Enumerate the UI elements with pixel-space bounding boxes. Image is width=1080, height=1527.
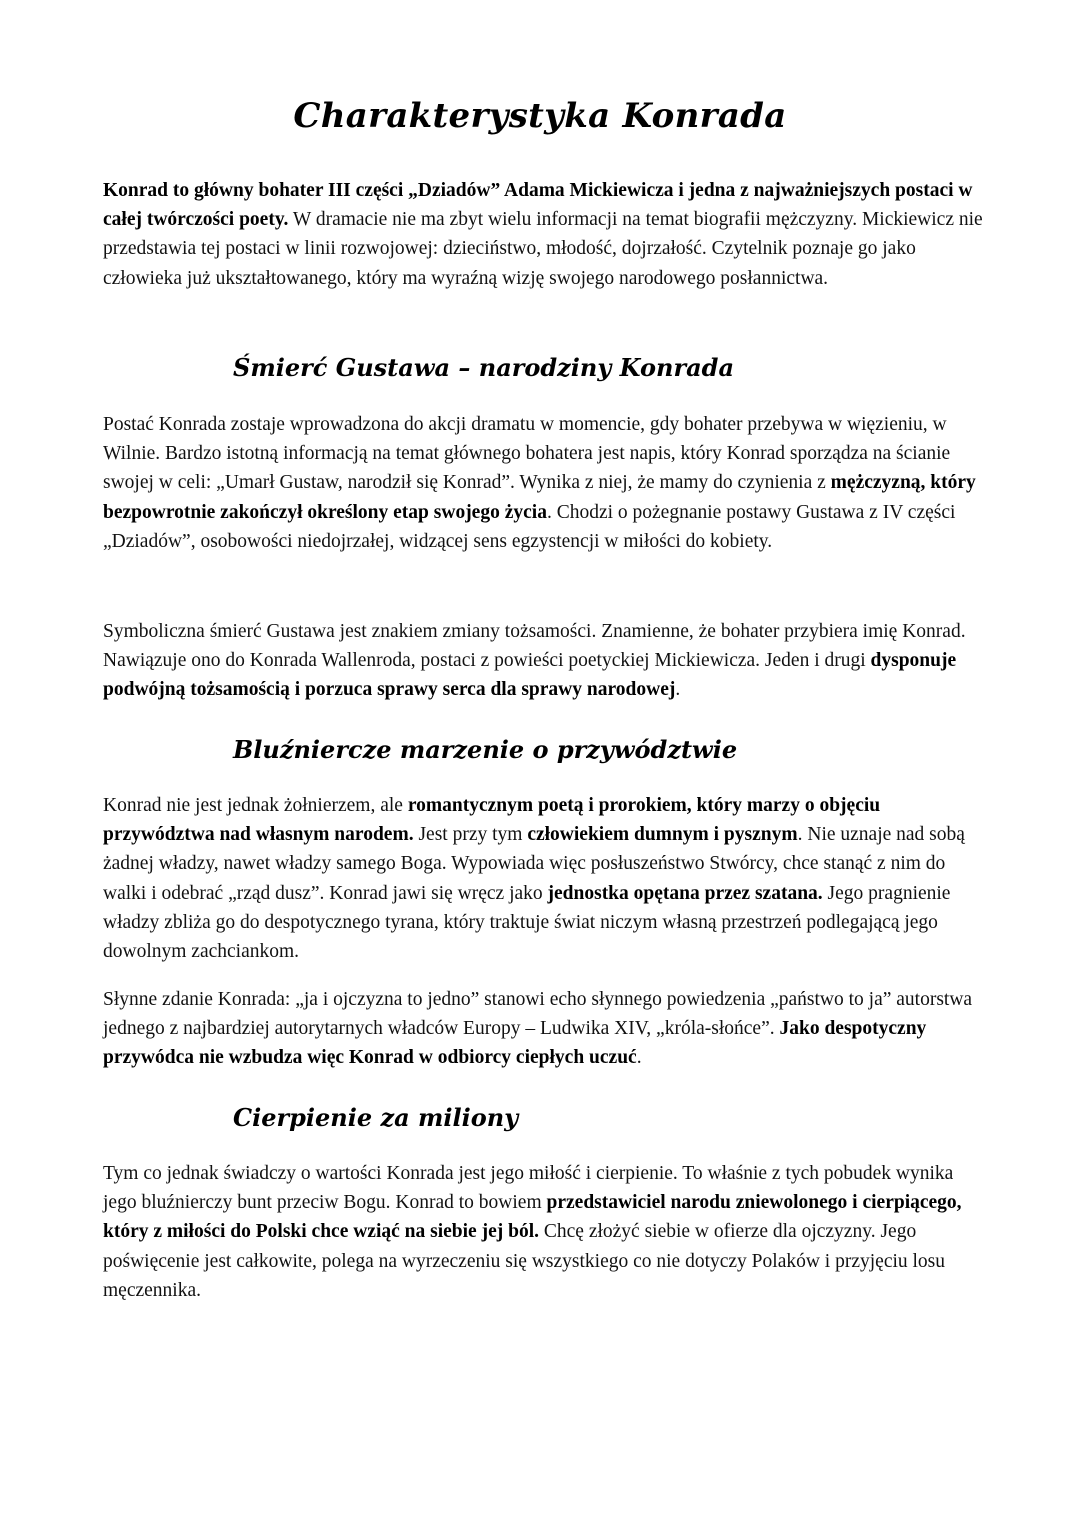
- text-run: człowiekiem dumnym i pysznym: [527, 824, 798, 846]
- text-run: . Nie uznaje nad sobą żadnej władzy, nawet władzy samego Boga. Wypowiada więc posłuszeństwo Stwórcy, chce stanąć z nim do walki i odebrać „rząd dusz”. Konrad jawi się wręcz jako: [103, 824, 965, 904]
- text-run: . Chodzi o pożegnanie postawy Gustawa z IV części „Dziadów”, osobowości niedojrzałej, widzącej sens egzystencji w miłości do kobiety.: [103, 501, 956, 552]
- section-heading-przywodztwo: Bluźniercze marzenie o przywództwie: [233, 735, 738, 764]
- text-run: Konrad to główny bohater III części „Dziadów” Adama Mickiewicza i jedna z najważniejszych postaci w całej twórczości poety.: [103, 180, 973, 231]
- page-title: Charakterystyka Konrada: [293, 96, 787, 136]
- paragraph-gustaw-1: [103, 410, 983, 556]
- section-heading-cierpienie: Cierpienie za miliony: [233, 1103, 519, 1132]
- text-run: dysponuje podwójną tożsamością i porzuca sprawy serca dla sprawy narodowej: [103, 650, 957, 701]
- text-run: Symboliczna śmierć Gustawa jest znakiem zmiany tożsamości. Znamienne, że bohater przybiera imię Konrad. Nawiązuje ono do Konrada Wallenroda, postaci z powieści poetyckiej Mickiewicza. Jeden i drugi: [103, 621, 966, 672]
- text-run: Jest przy tym: [413, 824, 528, 846]
- text-run: Postać Konrada zostaje wprowadzona do akcji dramatu w momencie, gdy bohater przebywa w więzieniu, w Wilnie. Bardzo istotną informacją na temat głównego bohatera jest napis, który Konrad sporządza na ścianie swojej w celi: „Umarł Gustaw, narodził się Konrad”. Wynika z niej, że mamy do czynienia z: [103, 414, 951, 494]
- paragraph-gustaw-2: [103, 617, 983, 705]
- text-run: W dramacie nie ma zbyt wielu informacji na temat biografii mężczyzny. Mickiewicz nie przedstawia tej postaci w linii rozwojowej: dzieciństwo, młodość, dojrzałość. Czytelnik poznaje go jako człowieka już ukształtowanego, który ma wyraźną wizję swojego narodowego posłannictwa.: [103, 209, 983, 289]
- text-run: mężczyzną, który bezpowrotnie zakończył określony etap swojego życia: [103, 472, 976, 523]
- paragraph-przywodztwo-2: [103, 985, 983, 1073]
- text-run: Chcę złożyć siebie w ofierze dla ojczyzny. Jego poświęcenie jest całkowite, polega na wyrzeczeniu się wszystkiego co nie dotyczy Polaków i przyjęciu losu męczennika.: [103, 1221, 946, 1301]
- paragraph-cierpienie-1: [103, 1159, 983, 1305]
- text-run: .: [675, 679, 681, 701]
- text-run: Słynne zdanie Konrada: „ja i ojczyzna to jedno” stanowi echo słynnego powiedzenia „państwo to ja” autorstwa jednego z najbardziej autorytarnych władców Europy – Ludwika XIV, „króla-słońce”.: [103, 989, 973, 1040]
- intro-paragraph: [103, 176, 983, 293]
- text-run: jednostka opętana przez szatana.: [547, 882, 823, 904]
- text-run: Konrad nie jest jednak żołnierzem, ale: [103, 795, 408, 816]
- section-heading-gustaw: Śmierć Gustawa – narodziny Konrada: [233, 353, 734, 382]
- text-run: .: [636, 1047, 642, 1069]
- text-run: Tym co jednak świadczy o wartości Konrada jest jego miłość i cierpienie. To właśnie z tych pobudek wynika jego bluźnierczy bunt przeciw Bogu. Konrad to bowiem: [103, 1163, 954, 1214]
- paragraph-przywodztwo-1: [103, 791, 983, 966]
- text-run: Jego pragnienie władzy zbliża go do despotycznego tyrana, który traktuje świat niczym własną przestrzeń podlegającą jego dowolnym zachciankom.: [103, 882, 951, 963]
- text-run: Jako despotyczny przywódca nie wzbudza więc Konrad w odbiorcy ciepłych uczuć: [103, 1018, 927, 1069]
- text-run: romantycznym poetą i prorokiem, który marzy o objęciu przywództwa nad własnym narodem.: [103, 795, 881, 846]
- text-run: przedstawiciel narodu zniewolonego i cierpiącego, który z miłości do Polski chce wziąć na siebie jej ból.: [103, 1192, 962, 1243]
